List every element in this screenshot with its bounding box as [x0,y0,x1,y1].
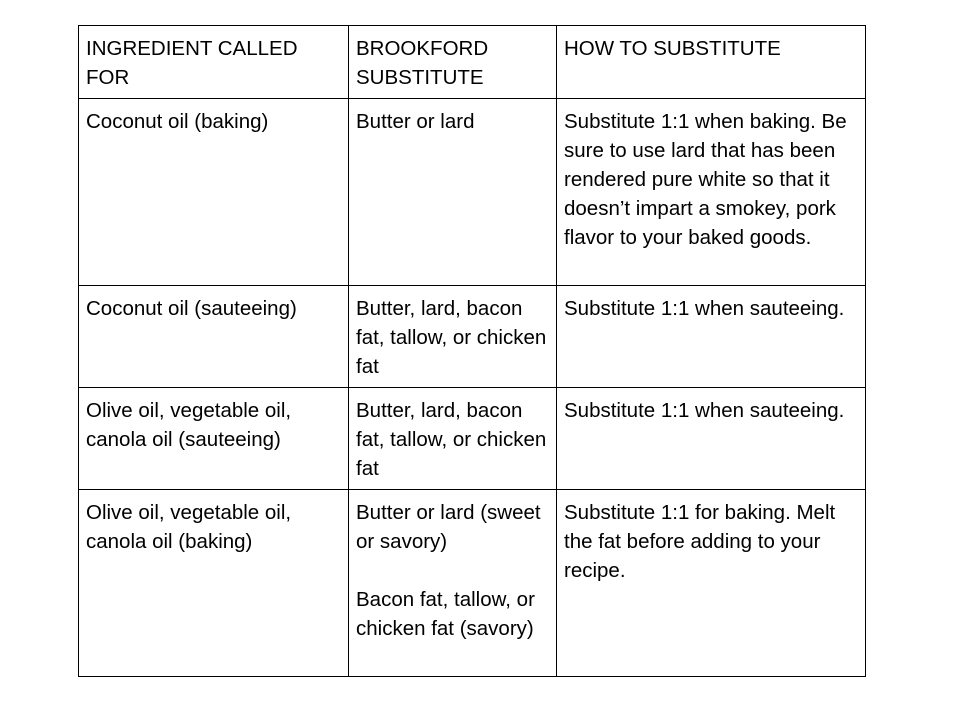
substitution-table [78,25,866,677]
how-to-cell: Substitute 1:1 when sauteeing. [557,286,866,388]
header-brookford-substitute: BROOKFORD SUBSTITUTE [349,26,557,99]
substitute-cell: Butter, lard, bacon fat, tallow, or chicken fat [349,388,557,490]
how-to-cell: Substitute 1:1 when baking. Be sure to use lard that has been rendered pure white so that it doesn’t impart a smokey, pork flavor to your baked goods. [557,99,866,286]
substitute-cell: Butter, lard, bacon fat, tallow, or chicken fat [349,286,557,388]
table-row [79,388,866,490]
ingredient-cell: Olive oil, vegetable oil, canola oil (baking) [79,490,349,677]
ingredient-cell: Coconut oil (baking) [79,99,349,286]
table-row [79,286,866,388]
table-row [79,490,866,677]
header-ingredient-called-for: INGREDIENT CALLED FOR [79,26,349,99]
ingredient-cell: Olive oil, vegetable oil, canola oil (sauteeing) [79,388,349,490]
ingredient-cell: Coconut oil (sauteeing) [79,286,349,388]
header-row [79,26,866,99]
substitute-cell: Butter or lard (sweet or savory) Bacon fat, tallow, or chicken fat (savory) [349,490,557,677]
how-to-cell: Substitute 1:1 for baking. Melt the fat before adding to your recipe. [557,490,866,677]
substitute-cell: Butter or lard [349,99,557,286]
table-row [79,99,866,286]
header-how-to-substitute: HOW TO SUBSTITUTE [557,26,866,99]
how-to-cell: Substitute 1:1 when sauteeing. [557,388,866,490]
